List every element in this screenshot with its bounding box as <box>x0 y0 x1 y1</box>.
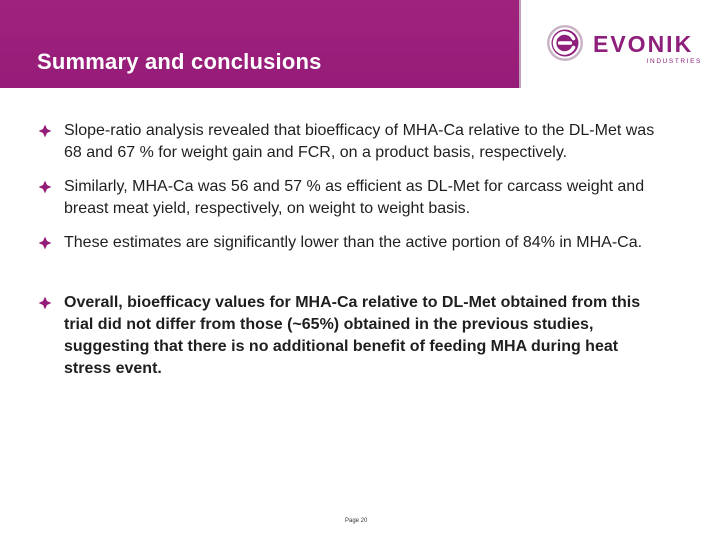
bullet-item <box>38 176 658 220</box>
bullet-text: Overall, bioefficacy values for MHA-Ca relative to DL-Met obtained from this trial did not differ from those (~65%) obtained in the previous studies, suggesting that there is no additional benefit of feeding MHA during heat stress event. <box>64 294 641 377</box>
bullet-item <box>38 232 658 254</box>
bullet-text: Similarly, MHA-Ca was 56 and 57 % as efficient as DL-Met for carcass weight and breast meat yield, respectively, on weight to weight basis. <box>64 178 645 217</box>
evonik-logo <box>546 24 702 68</box>
logo-wordmark: EVONIK <box>593 31 694 57</box>
bullet-text: These estimates are significantly lower than the active portion of 84% in MHA-Ca. <box>64 234 643 251</box>
title-band-edge <box>519 0 521 88</box>
bullet-item <box>38 120 658 164</box>
bullet-item <box>38 292 658 380</box>
diamond-bullet-icon <box>38 236 52 250</box>
diamond-bullet-icon <box>38 296 52 310</box>
bullet-list <box>38 120 658 380</box>
diamond-bullet-icon <box>38 180 52 194</box>
page-number: Page 20 <box>345 518 368 524</box>
bullet-text: Slope-ratio analysis revealed that bioefficacy of MHA-Ca relative to the DL-Met was 68 and 67 % for weight gain and FCR, on a product basis, respectively. <box>64 122 655 161</box>
slide-title: Summary and conclusions <box>37 49 322 74</box>
diamond-bullet-icon <box>38 124 52 138</box>
evonik-e-logo-icon <box>546 24 584 62</box>
logo-subline: INDUSTRIES <box>646 58 702 65</box>
title-band <box>0 0 520 88</box>
